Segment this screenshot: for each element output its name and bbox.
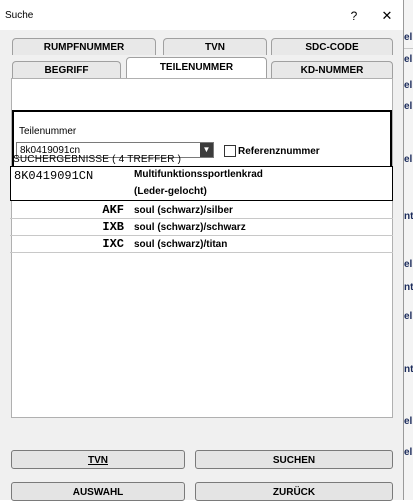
background-text: el [404, 32, 413, 43]
result-main-code: 8K0419091CN [14, 169, 94, 183]
tab-sdc-code[interactable]: SDC-CODE [271, 38, 393, 55]
variant-code: IXB [102, 220, 124, 234]
tab-kd-nummer[interactable]: KD-NUMMER [271, 61, 393, 78]
reference-number-label[interactable]: Referenznummer [238, 146, 320, 157]
reference-number-checkbox[interactable] [224, 145, 236, 157]
variant-desc: soul (schwarz)/schwarz [134, 222, 246, 233]
background-divider [404, 48, 413, 49]
tvn-button-label: TVN [88, 455, 108, 466]
background-text: el [404, 311, 413, 322]
select-button-label: AUSWAHL [72, 487, 124, 498]
background-text: el [404, 447, 413, 458]
result-main-desc-line2: (Leder-gelocht) [134, 186, 207, 197]
background-text: nt [404, 364, 413, 375]
title-bar [0, 0, 403, 30]
part-number-label: Teilenummer [19, 126, 77, 137]
tvn-button[interactable] [11, 450, 185, 469]
search-button[interactable] [195, 450, 393, 469]
background-text: el [404, 154, 413, 165]
variant-code: AKF [102, 203, 124, 217]
variant-code: IXC [102, 237, 124, 251]
select-button[interactable] [11, 482, 185, 501]
part-number-value[interactable]: 8k0419091cn [20, 145, 81, 156]
background-text: el [404, 54, 413, 65]
search-button-label: SUCHEN [272, 455, 316, 466]
tab-rumpfnummer[interactable]: RUMPFNUMMER [12, 38, 156, 55]
chevron-down-icon[interactable]: ▼ [200, 143, 213, 157]
window-title: Suche [5, 10, 34, 21]
background-text: el [404, 259, 413, 270]
back-button[interactable] [195, 482, 393, 501]
tab-begriff[interactable]: BEGRIFF [12, 61, 121, 78]
back-button-label: ZURÜCK [272, 487, 316, 498]
background-text: el [404, 80, 413, 91]
tab-teilenummer[interactable]: TEILENUMMER [126, 57, 267, 79]
help-icon[interactable]: ? [350, 9, 358, 23]
tab-tvn[interactable]: TVN [163, 38, 267, 55]
background-text: el [404, 101, 413, 112]
background-text: nt [404, 211, 413, 222]
background-text: nt [404, 282, 413, 293]
close-icon[interactable]: ✕ [381, 8, 393, 23]
background-text: el [404, 416, 413, 427]
results-header: SUCHERGEBNISSE ( 4 TREFFER ) [13, 154, 182, 165]
variant-desc: soul (schwarz)/titan [134, 239, 228, 250]
variant-desc: soul (schwarz)/silber [134, 205, 233, 216]
result-main-desc-line1: Multifunktionssportlenkrad [134, 169, 263, 180]
